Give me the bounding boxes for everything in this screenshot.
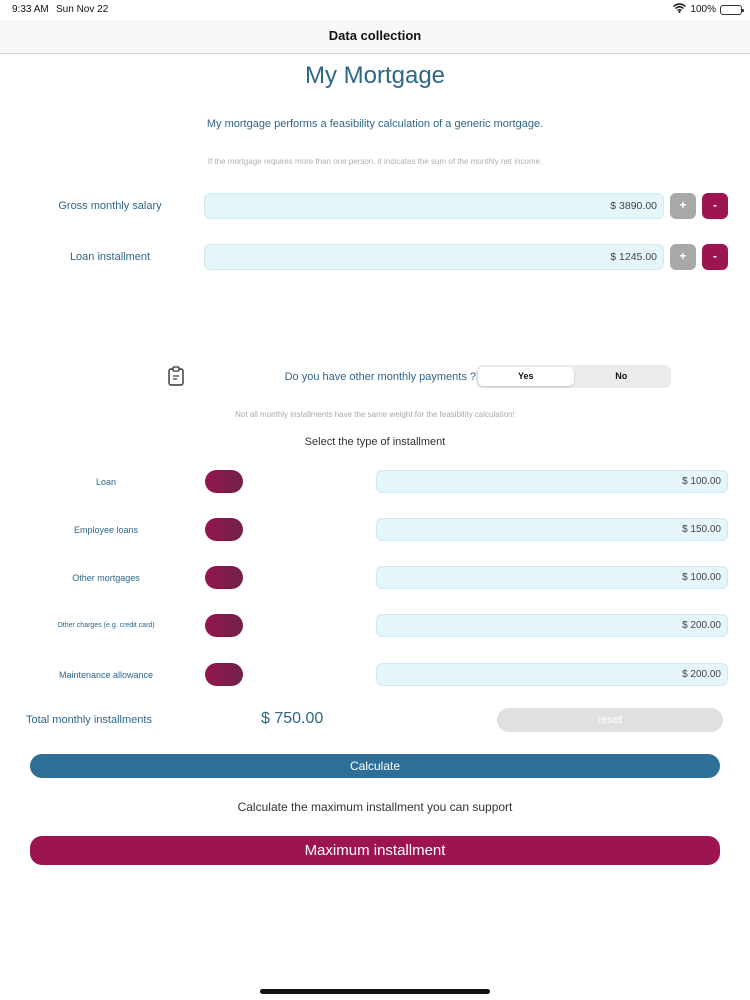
total-installments-label: Total monthly installments xyxy=(26,714,152,726)
status-right xyxy=(673,3,742,16)
status-bar xyxy=(0,0,750,20)
navigation-bar xyxy=(0,20,750,54)
loan-minus-button[interactable]: - xyxy=(702,244,728,270)
page-title: My Mortgage xyxy=(304,62,446,89)
salary-input[interactable]: $ 3890.00 xyxy=(204,193,664,219)
select-type-heading: Select the type of installment xyxy=(304,436,446,448)
employee-loans-amount-input[interactable]: $ 150.00 xyxy=(376,518,728,541)
clipboard-icon xyxy=(167,366,185,386)
income-note: If the mortgage requires more than one person, it indicates the sum of the monthly net income. xyxy=(207,157,543,166)
payments-segmented-control[interactable] xyxy=(476,365,671,388)
salary-plus-button[interactable]: + xyxy=(670,193,696,219)
battery-percent: 100% xyxy=(690,4,716,15)
installment-label: Other mortgages xyxy=(72,573,140,583)
nav-title: Data collection xyxy=(328,28,422,43)
maintenance-allowance-amount-input[interactable]: $ 200.00 xyxy=(376,663,728,686)
loan-amount-input[interactable]: $ 100.00 xyxy=(376,470,728,493)
installment-label: Other charges (e.g. credit card) xyxy=(57,622,155,629)
max-installment-caption: Calculate the maximum installment you can support xyxy=(237,800,513,814)
loan-plus-button[interactable]: + xyxy=(670,244,696,270)
maximum-installment-button[interactable]: Maximum installment xyxy=(30,836,720,865)
weight-note: Not all monthly installments have the same weight for the feasibility calculation! xyxy=(235,410,515,419)
salary-minus-button[interactable]: - xyxy=(702,193,728,219)
salary-label: Gross monthly salary xyxy=(58,200,162,212)
other-mortgages-toggle[interactable] xyxy=(205,566,243,589)
installment-label: Maintenance allowance xyxy=(58,670,154,680)
other-payments-question: Do you have other monthly payments ? xyxy=(284,371,476,383)
reset-button[interactable]: reset xyxy=(497,708,723,732)
home-indicator[interactable] xyxy=(260,989,490,994)
status-time: 9:33 AM xyxy=(12,4,49,15)
calculate-button[interactable]: Calculate xyxy=(30,754,720,778)
segment-no[interactable]: No xyxy=(615,371,628,381)
other-charges-toggle[interactable] xyxy=(205,614,243,637)
installment-label: Employee loans xyxy=(73,525,139,535)
other-mortgages-amount-input[interactable]: $ 100.00 xyxy=(376,566,728,589)
status-date: Sun Nov 22 xyxy=(56,4,109,15)
other-charges-amount-input[interactable]: $ 200.00 xyxy=(376,614,728,637)
loan-installment-input[interactable]: $ 1245.00 xyxy=(204,244,664,270)
loan-installment-label: Loan installment xyxy=(69,251,151,263)
segment-yes[interactable]: Yes xyxy=(478,367,574,386)
loan-toggle[interactable] xyxy=(205,470,243,493)
intro-text: My mortgage performs a feasibility calculation of a generic mortgage. xyxy=(206,118,544,130)
maintenance-allowance-toggle[interactable] xyxy=(205,663,243,686)
wifi-icon xyxy=(673,3,686,16)
total-installments-value: $ 750.00 xyxy=(261,710,324,727)
battery-icon xyxy=(720,5,742,15)
employee-loans-toggle[interactable] xyxy=(205,518,243,541)
installment-label: Loan xyxy=(95,477,117,487)
